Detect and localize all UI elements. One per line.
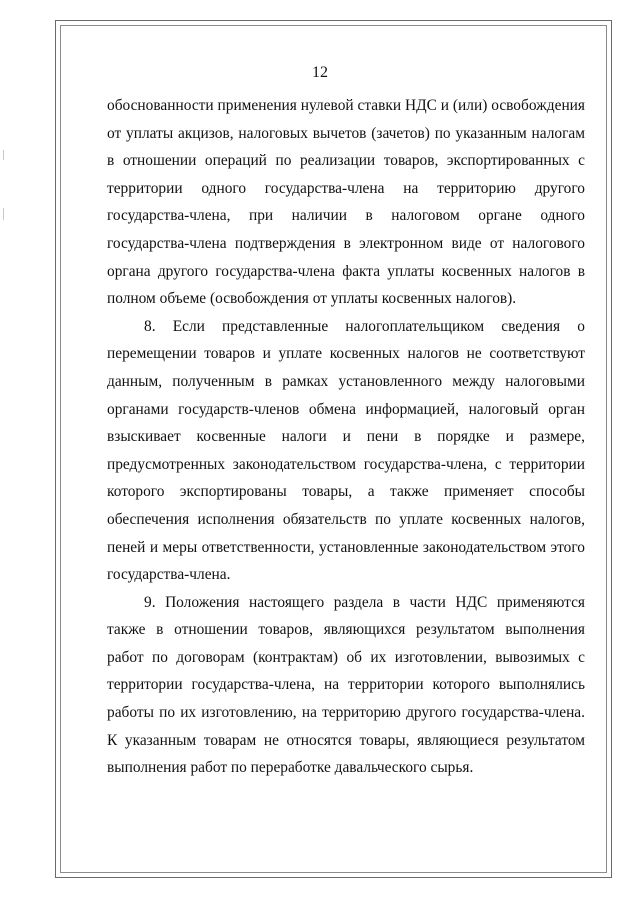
text-line: государства-члена.: [107, 566, 231, 584]
text-line: органами государств-членов обмена информацией, налоговый орган: [107, 400, 585, 418]
text-line: государства-члена подтверждения в электронном виде от налогового: [107, 234, 585, 252]
text-line: работ по договорам (контрактам) об их изготовлении, вывозимых с: [107, 648, 585, 666]
document-body: [107, 92, 585, 782]
text-line: обеспечения исполнения обязательств по уплате косвенных налогов,: [107, 510, 585, 528]
scan-margin-mark: [3, 208, 4, 220]
text-line: территории одного государства-члена на территорию другого: [107, 179, 585, 197]
paragraph-8-start: 8. Если представленные налогоплательщиком сведения о: [144, 317, 585, 335]
text-line: взыскивает косвенные налоги и пени в порядке и размере,: [107, 428, 585, 446]
text-line: государства-члена, при наличии в налоговом органе одного: [107, 207, 585, 225]
text-line: пеней и меры ответственности, установленные законодательством этого: [107, 538, 585, 556]
text-line: выполнения работ по переработке давальческого сырья.: [107, 759, 474, 777]
text-line: от уплаты акцизов, налоговых вычетов (зачетов) по указанным налогам: [107, 124, 585, 142]
text-line: обоснованности применения нулевой ставки НДС и (или) освобождения: [107, 97, 585, 114]
text-line: территории государства-члена, на территории которого выполнялись: [107, 676, 585, 694]
text-line: предусмотренных законодательством государства-члена, с территории: [107, 455, 585, 473]
text-line: органа другого государства-члена факта уплаты косвенных налогов в: [107, 262, 585, 280]
text-line: также в отношении товаров, являющихся результатом выполнения: [107, 621, 585, 639]
scan-margin-mark: [3, 150, 4, 160]
text-line: данным, полученным в рамках установленного между налоговыми: [107, 372, 585, 390]
page-number: 12: [312, 64, 328, 81]
text-line: в отношении операций по реализации товаров, экспортированных с: [107, 152, 585, 170]
text-line: К указанным товарам не относятся товары, являющиеся результатом: [107, 731, 585, 749]
text-line: которого экспортированы товары, а также применяет способы: [107, 483, 585, 501]
paragraph-9-start: 9. Положения настоящего раздела в части НДС применяются: [144, 593, 585, 611]
text-line: работы по их изготовлению, на территорию другого государства-члена.: [107, 704, 585, 722]
text-line: полном объеме (освобождения от уплаты косвенных налогов).: [107, 290, 517, 308]
text-line: перемещении товаров и уплате косвенных налогов не соответствуют: [107, 345, 585, 363]
